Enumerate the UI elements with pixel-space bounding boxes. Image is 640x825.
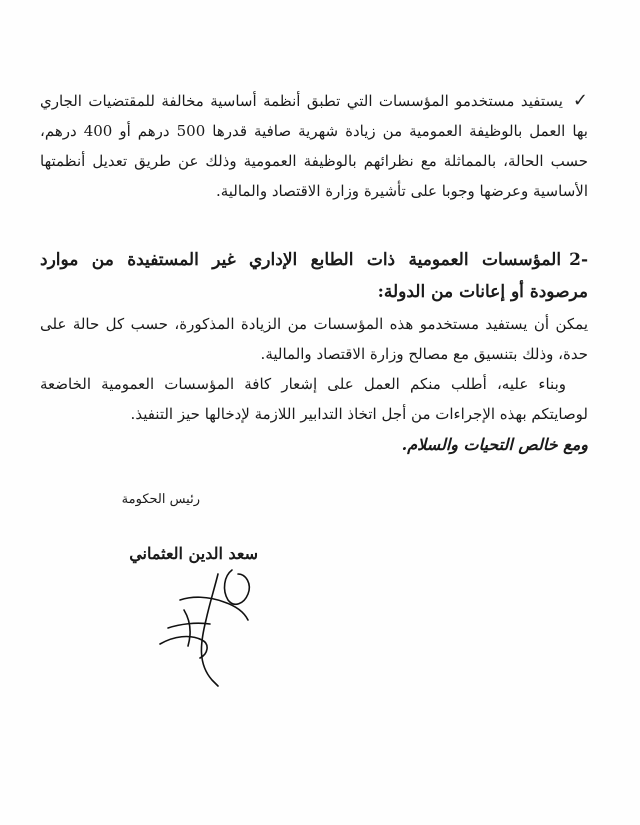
signatory-name: سعد الدين العثماني <box>129 544 258 563</box>
signatory-title: رئيس الحكومة <box>121 492 200 507</box>
handwritten-signature <box>140 540 260 700</box>
section-2-number: -2 <box>569 250 588 270</box>
paragraph-1 <box>40 86 588 206</box>
check-mark-icon: ✓ <box>572 90 588 111</box>
section-2-heading <box>40 244 588 308</box>
paragraph-4: وبناء عليه، أطلب منكم العمل على إشعار كافة المؤسسات العمومية الخاضعة لوصايتكم بهذه الإجراءات من أجل اتخاذ التدابير اللازمة لإدخالها حيز التنفيذ. <box>40 375 588 423</box>
paragraph-1-text: يستفيد مستخدمو المؤسسات التي تطبق أنظمة أساسية مخالفة للمقتضيات الجاري بها العمل بالوظيفة العمومية من زيادة شهرية صافية قدرها 500 درهم أو 400 درهم، حسب الحالة، بالمماثلة مع نظرائهم بالوظيفة العمومية وذلك عن طريق تعديل أنظمتها الأساسية وعرضها وجوبا على تأشيرة وزارة الاقتصاد والمالية. <box>40 92 588 200</box>
paragraph-3: يمكن أن يستفيد مستخدمو هذه المؤسسات من الزيادة المذكورة، حسب كل حالة على حدة، وذلك بتنسيق مع مصالح وزارة الاقتصاد والمالية. <box>40 315 588 363</box>
section-2-heading-text: المؤسسات العمومية ذات الطابع الإداري غير المستفيدة من موارد مرصودة أو إعانات من الدولة: <box>40 250 588 302</box>
closing-salutation: ومع خالص التحيات والسلام. <box>401 435 588 454</box>
